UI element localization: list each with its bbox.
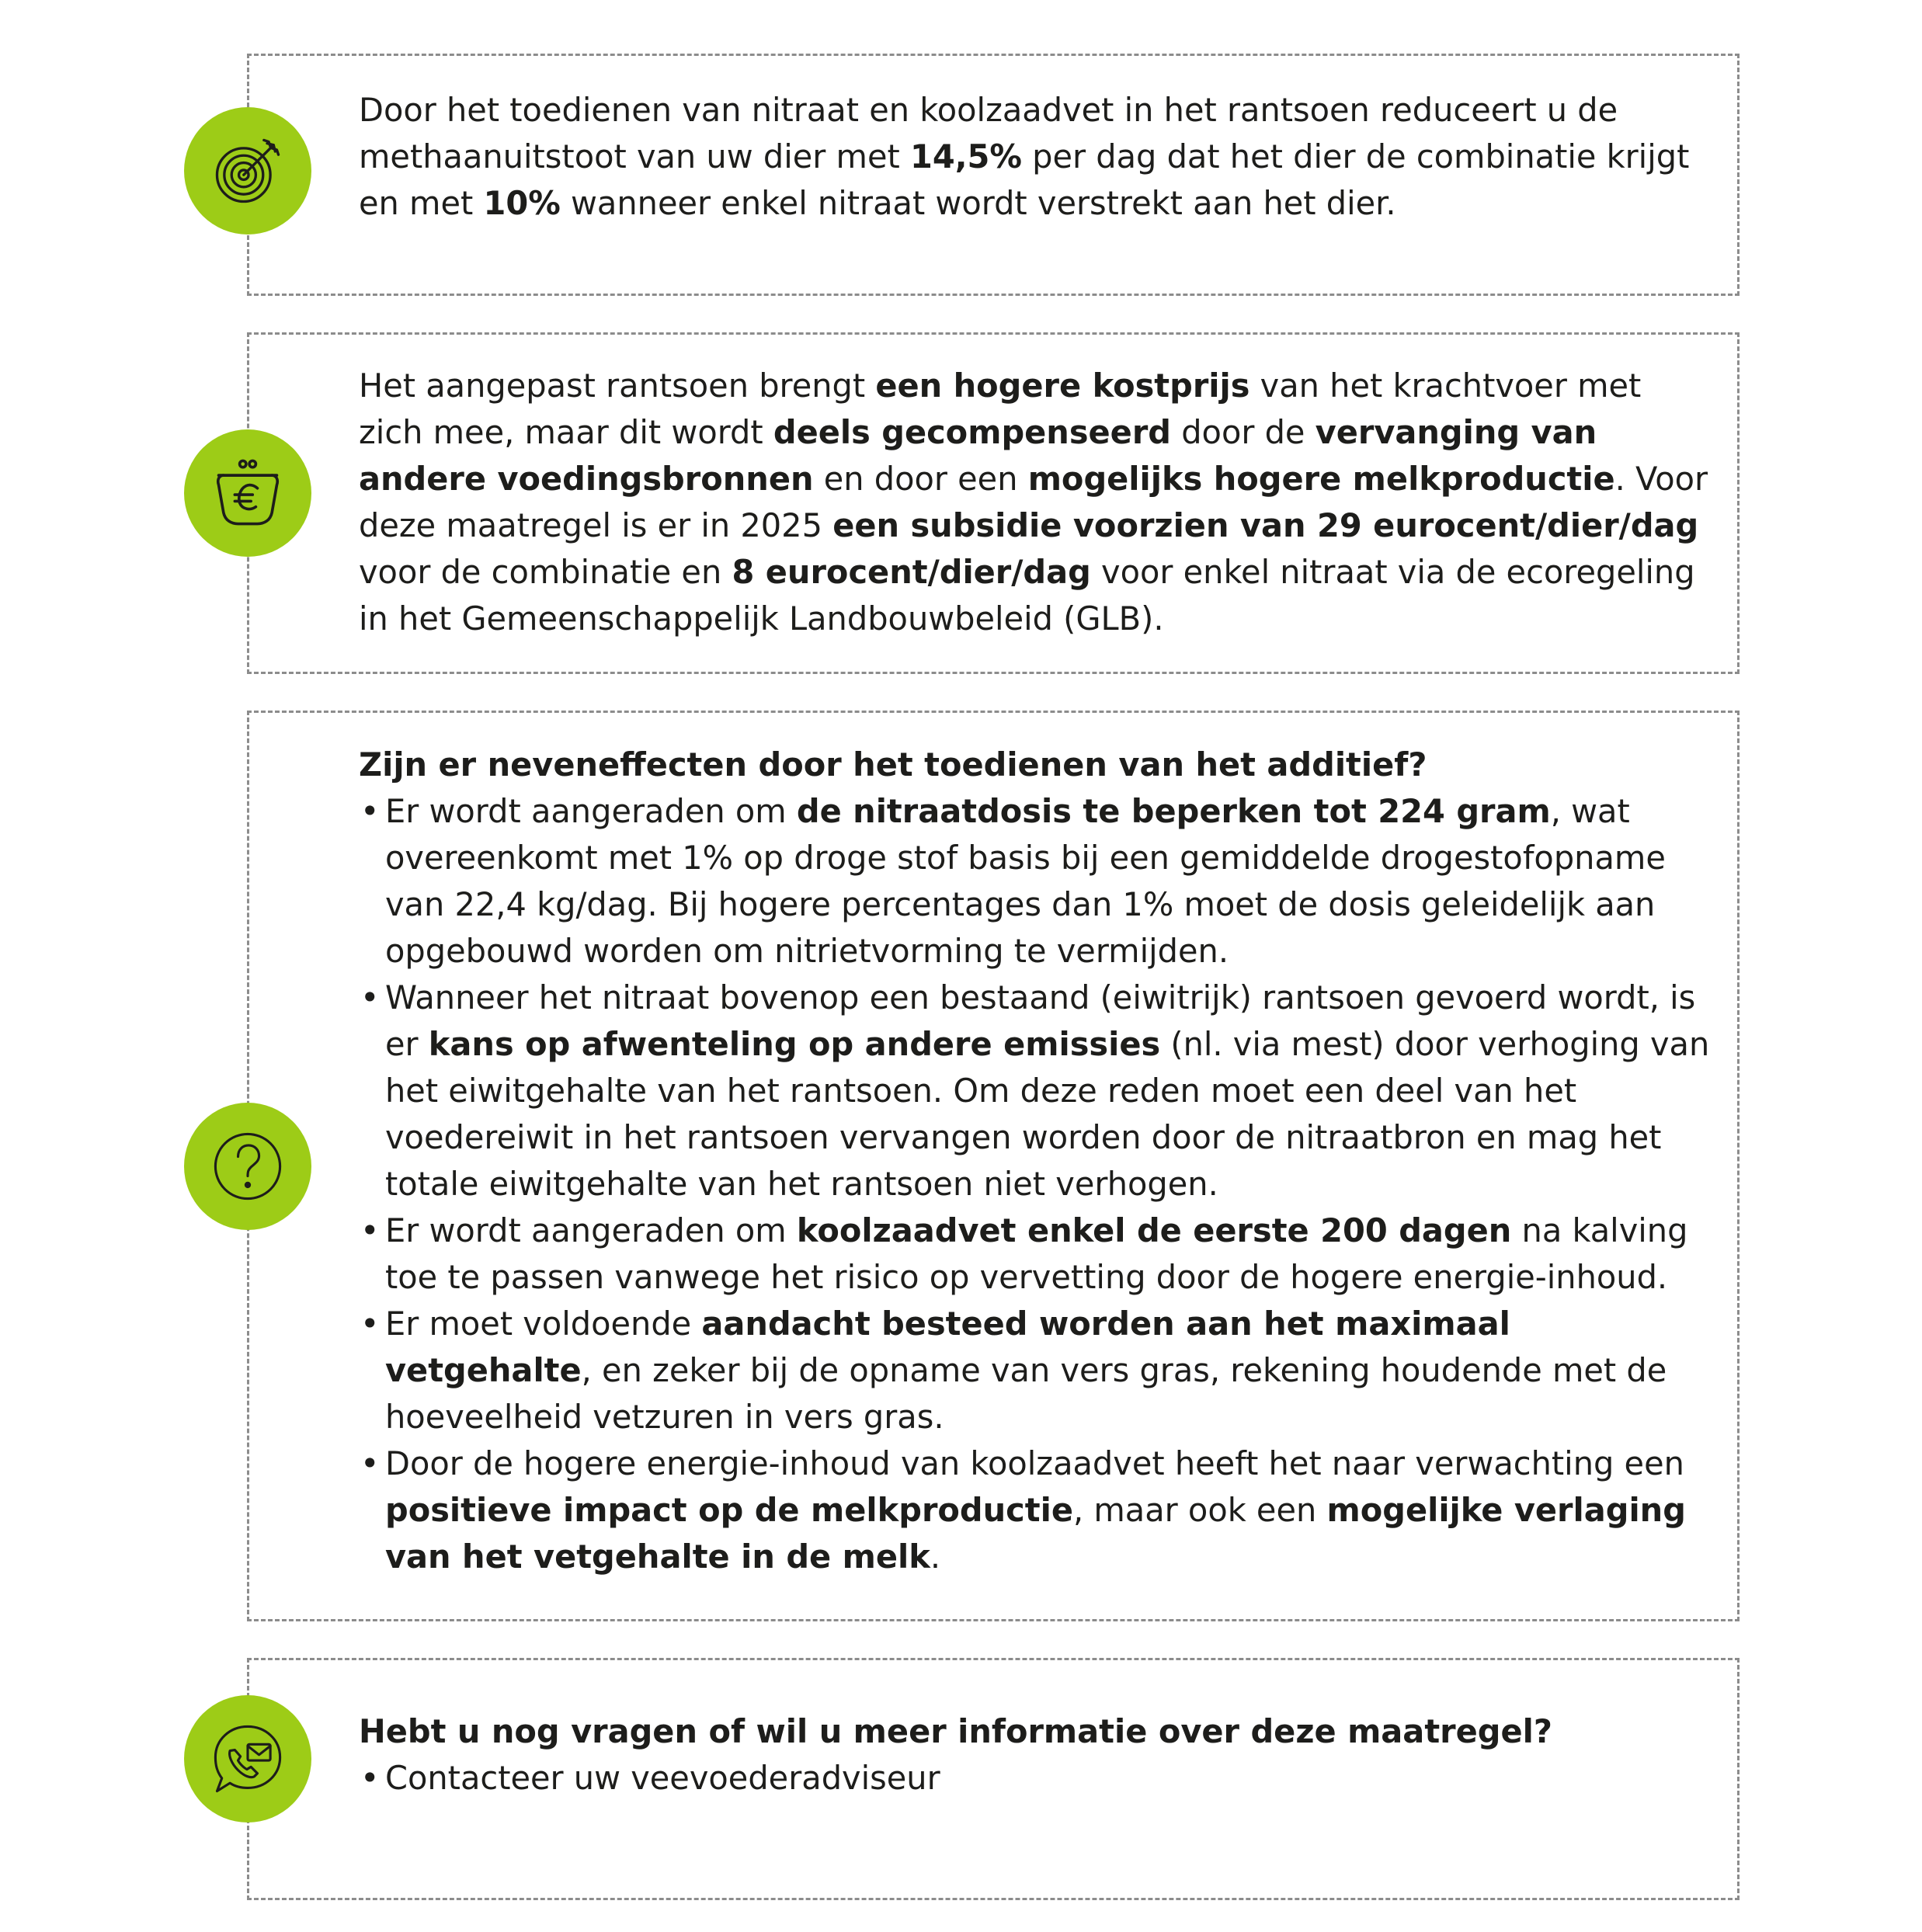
list-item (359, 975, 1710, 1208)
list-item (359, 1301, 1710, 1440)
euro-badge (184, 429, 311, 557)
target-icon (207, 130, 288, 211)
body-text: voor de combinatie en (359, 553, 732, 591)
emphasis-text: deels gecompenseerd (773, 413, 1172, 451)
body-text: Door de hogere energie-inhoud van koolzaadvet heeft het naar verwachting een (385, 1444, 1684, 1482)
question-icon (207, 1126, 288, 1207)
emphasis-text: mogelijke verlaging van het vetgehalte in de melk (385, 1491, 1686, 1576)
body-text: , wat overeenkomt met 1% op droge stof basis bij een gemiddelde drogestofopname van 22,4 kg/dag. Bij hogere percentages dan 1% moet de dosis geleidelijk aan opgebouwd worden om nitrietvorming te vermijden. (385, 792, 1666, 970)
body-text: na kalving toe te passen vanwege het risico op vervetting door de hogere energie-inhoud. (385, 1211, 1688, 1296)
body-text: per dag dat het dier de combinatie krijgt en met (359, 137, 1690, 222)
phone-mail-icon (207, 1718, 288, 1799)
emphasis-text: koolzaadvet enkel de eerste 200 dagen (796, 1211, 1512, 1249)
body-text: Er moet voldoende (385, 1305, 702, 1343)
cost-paragraph (359, 363, 1710, 642)
emphasis-text: kans op afwenteling op andere emissies (428, 1025, 1161, 1063)
emphasis-text: vervanging van andere voedingsbronnen (359, 413, 1597, 498)
emphasis-text: mogelijks hogere melkproductie (1027, 460, 1615, 498)
body-text: , maar ook een (1073, 1491, 1327, 1529)
body-text: wanneer enkel nitraat wordt verstrekt aan het dier. (560, 184, 1396, 222)
emphasis-text: een subsidie voorzien van 29 eurocent/dier/dag (832, 506, 1699, 544)
body-text: . (930, 1538, 941, 1576)
cost-text (359, 363, 1710, 642)
contact-badge (184, 1695, 311, 1823)
body-text: en door een (813, 460, 1028, 498)
body-text: . Voor deze maatregel is er in 2025 (359, 460, 1708, 544)
body-text: Contacteer uw veevoederadviseur (385, 1759, 940, 1797)
emphasis-text: een hogere kostprijs (875, 367, 1250, 405)
body-text: Er wordt aangeraden om (385, 792, 797, 830)
body-text: Door het toedienen van nitraat en koolzaadvet in het rantsoen reduceert u de methaanuitstoot van uw dier met (359, 91, 1618, 175)
body-text: Er wordt aangeraden om (385, 1211, 797, 1249)
contact-text (359, 1708, 1710, 1802)
body-text: (nl. via mest) door verhoging van het eiwitgehalte van het rantsoen. Om deze reden moet een deel van het voedereiwit in het rantsoen vervangen worden door de nitraatbron en mag het totale eiwitgehalte van het rantsoen niet verhogen. (385, 1025, 1710, 1203)
side-effects-text (359, 742, 1710, 1580)
list-item (359, 1755, 1710, 1802)
list-item (359, 788, 1710, 975)
emphasis-text: aandacht besteed worden aan het maximaal vetgehalte (385, 1305, 1510, 1389)
side-effects-list (359, 788, 1710, 1580)
emphasis-text: positieve impact op de melkproductie (385, 1491, 1073, 1529)
list-item (359, 1208, 1710, 1301)
emphasis-text: 14,5% (909, 137, 1022, 175)
contact-list (359, 1755, 1710, 1802)
list-item (359, 1440, 1710, 1580)
emphasis-text: de nitraatdosis te beperken tot 224 gram (796, 792, 1551, 830)
emphasis-text: 10% (483, 184, 561, 222)
body-text: Wanneer het nitraat bovenop een bestaand (eiwitrijk) rantsoen gevoerd wordt, is er (385, 978, 1696, 1063)
body-text: door de (1171, 413, 1316, 451)
reduction-text (359, 87, 1710, 227)
side-effects-title: Zijn er neveneffecten door het toedienen van het additief? (359, 745, 1427, 784)
body-text: van het krachtvoer met zich mee, maar dit wordt (359, 367, 1642, 451)
contact-title: Hebt u nog vragen of wil u meer informatie over deze maatregel? (359, 1712, 1552, 1750)
body-text: voor enkel nitraat via de ecoregeling in het Gemeenschappelijk Landbouwbeleid (GLB). (359, 553, 1695, 638)
question-badge (184, 1103, 311, 1230)
euro-purse-icon (207, 453, 288, 533)
body-text: Het aangepast rantsoen brengt (359, 367, 876, 405)
target-badge (184, 107, 311, 235)
reduction-paragraph (359, 87, 1710, 227)
emphasis-text: 8 eurocent/dier/dag (732, 553, 1091, 591)
body-text: , en zeker bij de opname van vers gras, rekening houdende met de hoeveelheid vetzuren in vers gras. (385, 1351, 1667, 1436)
